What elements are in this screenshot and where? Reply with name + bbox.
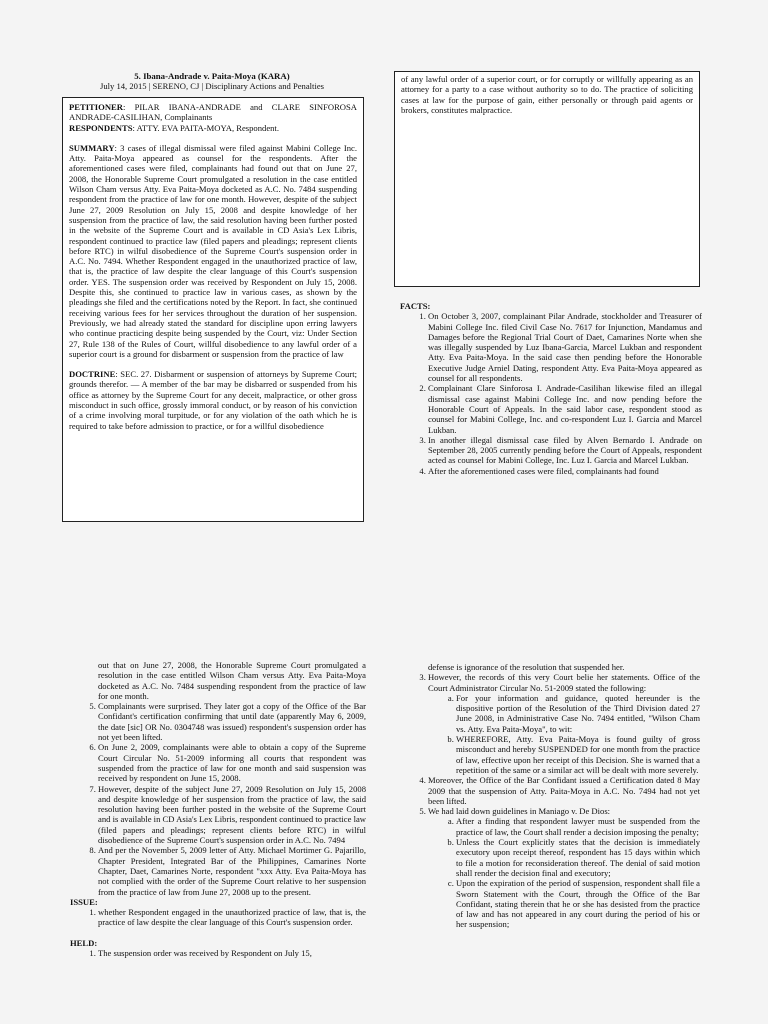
facts-item: 1. On October 3, 2007, complainant Pilar Andrade, stockholder and Treasurer of Mabini College Inc. filed Civil Case No. 7617 for Injunction, Mandamus and Damages before the Regional Trial Court of Daet, Camarines Norte when she was illegally suspended by Luz Ibana-Garcia, Marcel Lukban and respondent Atty. Eva Paita-Moya. In the said case then pending before the Honorable Executive Judge Arniel Dating, respondent Atty. Eva Paita-Moya appeared as counsel for all respondents. bbox=[428, 311, 702, 383]
held-subitem: b. Unless the Court explicitly states that the decision is immediately executory upon receipt thereof, respondent has 15 days within which to file a motion for reconsideration thereof. The denial of said motion shall render the decision final and executory; bbox=[456, 837, 700, 878]
summary-label: SUMMARY bbox=[69, 142, 115, 153]
petitioner-label: PETITIONER bbox=[69, 102, 123, 112]
held-item: 3. However, the records of this very Court belie her statements. Office of the Court Administrator Circular No. 51-2009 stated the following: a. For your information and guidance, quoted hereunder is the dispositive portion of the Resolution of the Third Division dated 27 June 2008, in Administrative Case No. 7494 entitled, "Wilson Cham vs. Atty. Eva Paita-Moya", to wit: b. WHEREFORE, Atty. Eva Paita-Moya is found guilty of gross misconduct and hereby SUSPENDED for one month from the practice of law, effective upon her receipt of this Decision. She is warned that a repetition of the same or a similar act will be dealt with more severely. bbox=[428, 672, 700, 775]
facts-item: 8. And per the November 5, 2009 letter of Atty. Michael Mortimer G. Pajarillo, Chapter President, Integrated Bar of the Philippines, Camarines Norte Chapter, Daet, Camarines Norte, respondent "xxx Atty. Eva Paita-Moya has not complied with the order of the Supreme Court relative to her suspension from the practice of law from June 27, 2008 up to the present. bbox=[98, 845, 366, 896]
facts-continued-column bbox=[70, 660, 366, 958]
held-sublist-circular bbox=[428, 693, 700, 775]
respondents-line bbox=[69, 123, 357, 133]
facts-item: 3. In another illegal dismissal case filed by Alven Bernardo I. Andrade on September 28, 2005 currently pending before the Court of Appeals, respondent acted as counsel for Mabini College, Inc. Luz I. Garcia and Marcel Lukban. bbox=[428, 435, 702, 466]
issue-item: 1. whether Respondent engaged in the unauthorized practice of law, that is, the practice of law despite the clear language of this Court's suspension order. bbox=[98, 907, 366, 928]
held-list-start bbox=[70, 948, 366, 958]
held-item: 1. The suspension order was received by Respondent on July 15, bbox=[98, 948, 366, 958]
case-header bbox=[62, 71, 362, 92]
petitioner-text: : PILAR IBANA-ANDRADE and CLARE SINFOROSA ANDRADE-CASILIHAN, Complainants bbox=[69, 102, 357, 123]
summary-text: : 3 cases of illegal dismissal were filed against Mabini College Inc. Atty. Paita-Moya appeared as counsel for the respondents. After the aforementioned cases were filed, complainants had found out that on June 27, 2008, the Honorable Supreme Court promulgated a resolution in the case entitled Wilson Cham versus Atty. Eva Paita-Moya docketed as A.C. No. 7484 suspending respondent from the practice of law for one month. However, despite of the subject June 27, 2009 Resolution on July 15, 2008 and despite knowledge of her suspension from the practice of law, the said resolution having been further posted in the website of the Supreme Court and is available in CD Asia's Lex Libris, respondent continued to practice law (filed papers and pleadings; represent clients before RTC) in wilful disobedience of the Supreme Court's suspension order in A.C. No. 7494. Whether Respondent engaged in the unauthorized practice of law, that is, the practice of law despite the clear language of this Court's suspension order. YES. The suspension order was received by Respondent on July 15, 2008. Despite this, she continued to practice law in various cases, as shown by the pleadings she filed and the certifications noted by the Report. In fact, she continued receiving various fees for her services throughout the duration of her suspension. Previously, we had already stated the standard for discipline upon erring lawyers who continue practicing despite being suspended by the Court, viz: Under Section 27, Rule 138 of the Rules of Court, willful disobedience to any lawful order of a superior court is a ground for disbarment or suspension from the practice of law bbox=[69, 142, 357, 359]
facts-item: 4. After the aforementioned cases were filed, complainants had found bbox=[428, 466, 702, 476]
respondents-text: : ATTY. EVA PAITA-MOYA, Respondent. bbox=[132, 122, 279, 133]
doctrine-continuation: of any lawful order of a superior court, or for corruptly or willfully appearing as an attorney for a party to a case without authority so to do. The practice of soliciting cases at law for the purpose of gain, either personally or through paid agents or brokers, constitutes malpractice. bbox=[401, 74, 693, 115]
doctrine-continuation-box bbox=[394, 71, 700, 287]
facts-item: 5. Complainants were surprised. They later got a copy of the Office of the Bar Confidant's certification confirming that until date (apparently May 6, 2009, the date [sic] OR No. 0304748 was issued) respondent's suspension order has not yet been lifted. bbox=[98, 701, 366, 742]
doctrine-text: : SEC. 27. Disbarment or suspension of attorneys by Supreme Court; grounds therefor. — A member of the bar may be disbarred or suspended from his office as attorney by the Supreme Court for any deceit, malpractice, or other gross misconduct in such office, grossly immoral conduct, or by reason of his conviction of a crime involving moral turpitude, or for any violation of the oath which he is required to take before admission to practice, or for a willful disobedience bbox=[69, 369, 357, 431]
doctrine-label: DOCTRINE bbox=[69, 369, 116, 380]
held-list bbox=[400, 672, 700, 929]
held-heading: HELD: bbox=[70, 937, 98, 948]
facts-list-top bbox=[400, 311, 702, 476]
held-item: 4. Moreover, the Office of the Bar Confidant issued a Certification dated 8 May 2009 that the suspension of Atty. Paita-Moya in A.C. No. 7494 had not yet been lifted. bbox=[428, 775, 700, 806]
facts-list-bottom bbox=[70, 701, 366, 897]
facts-item: 7. However, despite of the subject June 27, 2009 Resolution on July 15, 2008 and despite knowledge of her suspension from the practice of law, the said resolution having been further posted in the website of the Supreme Court and is available in CD Asia's Lex Libris, respondent continued to practice law (filed papers and pleadings; represent clients before RTC) in wilful disobedience of the Supreme Court's suspension order in A.C. No. 7494 bbox=[98, 784, 366, 846]
held-subitem: b. WHEREFORE, Atty. Eva Paita-Moya is found guilty of gross misconduct and hereby SUSPENDED for one month from the practice of law, effective upon her receipt of this Decision. She is warned that a repetition of the same or a similar act will be dealt with more severely. bbox=[456, 734, 700, 775]
held-subitem: a. For your information and guidance, quoted hereunder is the dispositive portion of the Resolution of the Third Division dated 27 June 2008, in Administrative Case No. 7494 entitled, "Wilson Cham vs. Atty. Eva Paita-Moya", to wit: bbox=[456, 693, 700, 734]
case-subtitle: July 14, 2015 | SERENO, CJ | Disciplinary Actions and Penalties bbox=[99, 81, 324, 92]
held-subitem: a. After a finding that respondent lawyer must be suspended from the practice of law, the Court shall render a decision imposing the penalty; bbox=[456, 816, 700, 837]
facts-section bbox=[400, 301, 702, 476]
issue-heading: ISSUE: bbox=[70, 896, 98, 907]
doctrine-paragraph bbox=[69, 369, 357, 431]
summary-paragraph bbox=[69, 143, 357, 359]
held-subitem: c. Upon the expiration of the period of suspension, respondent shall file a Sworn Statement with the Court, through the Office of the Bar Confidant, stating therein that he or she has desisted from the practice of law and has not appeared in any court during the period of his or her suspension; bbox=[456, 878, 700, 929]
case-title: 5. Ibana-Andrade v. Paita-Moya (KARA) bbox=[134, 71, 290, 81]
held-item: 5. We had laid down guidelines in Maniago v. De Dios: a. After a finding that respondent lawyer must be suspended from the practice of law, the Court shall render a decision imposing the penalty; b. Unless the Court explicitly states that the decision is immediately executory upon receipt thereof, respondent has 15 days within which to file a motion for reconsideration thereof. The denial of said motion shall render the decision final and executory; c. Upon the expiration of the period of suspension, respondent shall file a Sworn Statement with the Court, through the Office of the Bar Confidant, stating therein that he or she has desisted from the practice of law and has not appeared in any court during the period of his or her suspension; bbox=[428, 806, 700, 930]
facts-item: 6. On June 2, 2009, complainants were able to obtain a copy of the Supreme Court Circular No. 51-2009 informing all courts that respondent was suspended from the practice of law for one month and said suspension was received by respondent on June 15, 2008. bbox=[98, 742, 366, 783]
held-continued-column bbox=[400, 662, 700, 930]
facts-item4-continuation: out that on June 27, 2008, the Honorable Supreme Court promulgated a resolution in the case entitled Wilson Cham versus Atty. Eva Paita-Moya docketed as A.C. No. 7484 suspending respondent from the practice of law for one month. bbox=[98, 660, 366, 701]
case-digest-box bbox=[62, 97, 364, 522]
issue-list bbox=[70, 907, 366, 928]
held-sublist-guidelines bbox=[428, 816, 700, 929]
petitioner-line bbox=[69, 102, 357, 123]
held-item2-continuation: defense is ignorance of the resolution that suspended her. bbox=[428, 662, 625, 672]
respondents-label: RESPONDENTS bbox=[69, 122, 133, 133]
facts-heading: FACTS: bbox=[400, 301, 431, 311]
facts-item: 2. Complainant Clare Sinforosa I. Andrade-Casilihan likewise filed an illegal dismissal case against Mabini College Inc. and now pending before the Honorable Court of Appeals. In the said labor case, respondent stood as counsel for Mabini College, Inc. and co-respondent Luz I. Garcia and Marcel Lukban. bbox=[428, 383, 702, 434]
